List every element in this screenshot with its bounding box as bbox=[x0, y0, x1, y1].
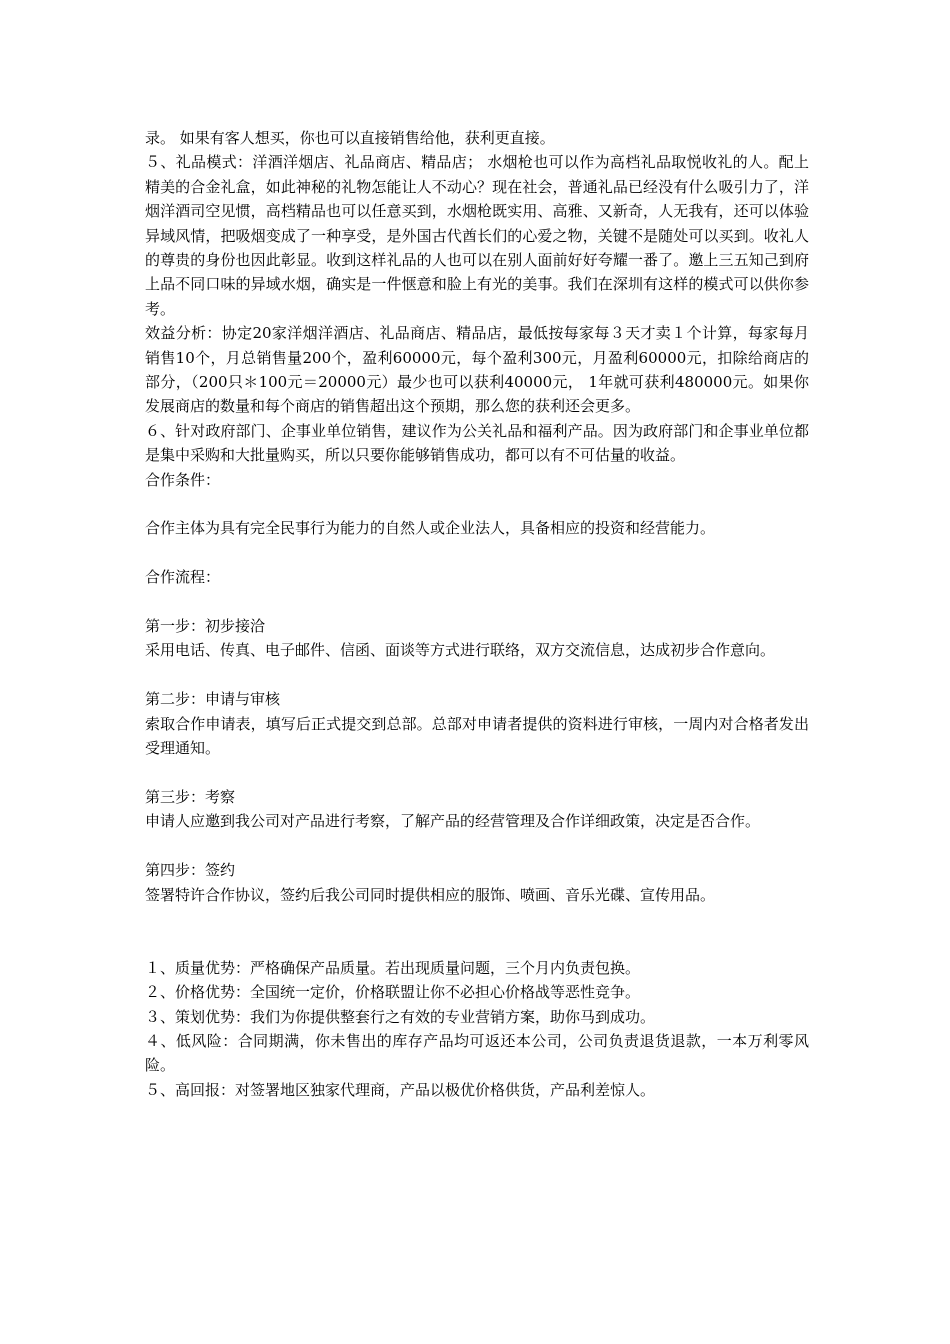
step3-heading: 第三步：考察 bbox=[145, 787, 236, 806]
step1-text: 采用电话、传真、电子邮件、信函、面谈等方式进行联络，双方交流信息，达成初步合作意向。 bbox=[145, 641, 776, 660]
step1-heading: 第一步：初步接洽 bbox=[145, 617, 266, 636]
blank-line bbox=[145, 541, 809, 565]
cooperation-process-heading: 合作流程： bbox=[145, 568, 221, 587]
step3-text: 申请人应邀到我公司对产品进行考察，了解产品的经营管理及合作详细政策，决定是否合作。 bbox=[145, 812, 761, 831]
blank-line bbox=[145, 761, 809, 785]
advantage-price: ２、价格优势：全国统一定价，价格联盟让你不必担心价格战等恶性竞争。 bbox=[145, 983, 641, 1002]
blank-line bbox=[145, 590, 809, 614]
document-body bbox=[145, 126, 809, 1102]
advantage-planning: ３、策划优势：我们为你提供整套行之有效的专业营销方案，助你马到成功。 bbox=[145, 1007, 656, 1026]
cooperation-conditions-text: 合作主体为具有完全民事行为能力的自然人或企业法人，具备相应的投资和经营能力。 bbox=[145, 519, 716, 538]
blank-line bbox=[145, 834, 809, 858]
paragraph-gift-mode: ５、礼品模式：洋酒洋烟店、礼品商店、精品店； 水烟枪也可以作为高档礼品取悦收礼的人。配上精美的合金礼盒，如此神秘的礼物怎能让人不动心？现在社会，普通礼品已经没有什么吸引力了，洋烟洋酒司空见惯，高档精品也可以任意买到，水烟枪既实用、高雅、又新奇，人无我有，还可以体验异域风情，把吸烟变成了一种享受，是外国古代酋长们的心爱之物，关键不是随处可以买到。收礼人的尊贵的身份也因此彰显。收到这样礼品的人也可以在别人面前好好夸耀一番了。邀上三五知己到府上品不同口味的异域水烟，确实是一件惬意和脸上有光的美事。我们在深圳有这样的模式可以供你参考。 bbox=[145, 153, 809, 318]
paragraph-benefit-analysis: 效益分析：协定20家洋烟洋酒店、礼品商店、精品店，最低按每家每３天才卖１个计算，每家每月销售10个，月总销售量200个，盈利60000元，每个盈利300元，月盈利60000元，扣除给商店的部分，（200只＊100元＝20000元）最少也可以获利40000元， 1年就可获利480000元。如果你发展商店的数量和每个商店的销售超出这个预期，那么您的获利还会更多。 bbox=[145, 324, 809, 416]
step4-heading: 第四步：签约 bbox=[145, 861, 236, 880]
advantage-high-return: ５、高回报：对签署地区独家代理商，产品以极优价格供货，产品利差惊人。 bbox=[145, 1080, 656, 1099]
paragraph-government-sales: ６、针对政府部门、企事业单位销售，建议作为公关礼品和福利产品。因为政府部门和企事业单位都是集中采购和大批量购买，所以只要你能够销售成功，都可以有不可估量的收益。 bbox=[145, 421, 809, 465]
step2-text: 索取合作申请表，填写后正式提交到总部。总部对申请者提供的资料进行审核，一周内对合格者发出受理通知。 bbox=[145, 714, 809, 758]
blank-line bbox=[145, 907, 809, 956]
cooperation-conditions-heading: 合作条件： bbox=[145, 470, 221, 489]
advantage-quality: １、质量优势：严格确保产品质量。若出现质量问题，三个月内负责包换。 bbox=[145, 958, 641, 977]
paragraph-intro: 录。 如果有客人想买，你也可以直接销售给他，获利更直接。 bbox=[145, 129, 555, 147]
advantage-low-risk: ４、低风险：合同期满，你未售出的库存产品均可返还本公司，公司负责退货退款，一本万利零风险。 bbox=[145, 1031, 809, 1075]
step4-text: 签署特许合作协议，签约后我公司同时提供相应的服饰、喷画、音乐光碟、宣传用品。 bbox=[145, 885, 716, 904]
step2-heading: 第二步：申请与审核 bbox=[145, 690, 281, 709]
blank-line bbox=[145, 492, 809, 516]
blank-line bbox=[145, 663, 809, 687]
